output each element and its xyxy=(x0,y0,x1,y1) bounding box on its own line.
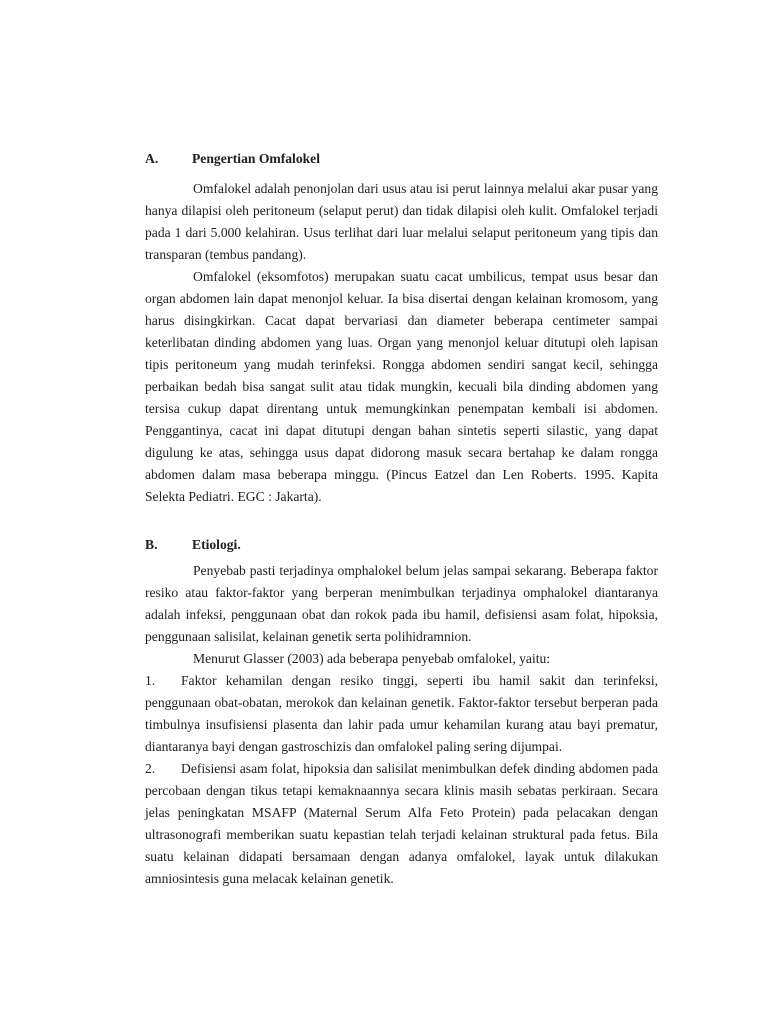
section-a-title: Pengertian Omfalokel xyxy=(192,151,320,166)
list-item-number: 1. xyxy=(145,673,156,688)
list-item-number: 2. xyxy=(145,761,156,776)
list-item-text: Faktor kehamilan dengan resiko tinggi, seperti ibu hamil sakit dan terinfeksi, penggunaan obat-obatan, merokok dan kelainan genetik. Faktor-faktor tersebut berperan pada timbulnya insufisiensi plasenta dan lahir pada umur kehamilan kurang atau bayi prematur, diantaranya bayi dengan gastroschizis dan omfalokel paling sering dijumpai. xyxy=(145,673,658,754)
list-item-text: Defisiensi asam folat, hipoksia dan salisilat menimbulkan defek dinding abdomen pada percobaan dengan tikus tetapi kemaknaannya secara klinis masih sebatas perkiraan. Secara jelas peningkatan MSAFP (Maternal Serum Alfa Feto Protein) pada pelacakan dengan ultrasonografi memberikan suatu kepastian telah terjadi kelainan struktural pada fetus. Bila suatu kelainan didapati bersamaan dengan adanya omfalokel, layak untuk dilakukan amniosintesis guna melacak kelainan genetik. xyxy=(145,761,658,886)
section-b-title: Etiologi. xyxy=(192,537,241,552)
section-a-letter: A. xyxy=(145,151,159,166)
document-page xyxy=(145,148,658,890)
section-b-paragraph-2: Menurut Glasser (2003) ada beberapa penyebab omfalokel, yaitu: xyxy=(193,651,551,666)
section-a-heading xyxy=(145,148,658,170)
list-item xyxy=(145,670,658,758)
list-item xyxy=(145,758,658,890)
section-a-paragraph-2: Omfalokel (eksomfotos) merupakan suatu cacat umbilicus, tempat usus besar dan organ abdomen lain dapat menonjol keluar. Ia bisa disertai dengan kelainan kromosom, yang harus disingkirkan. Cacat dapat bervariasi dan diameter beberapa centimeter sampai keterlibatan dinding abdomen yang luas. Organ yang menonjol keluar ditutupi oleh lapisan tipis peritoneum yang mudah terinfeksi. Rongga abdomen sendiri sangat kecil, sehingga perbaikan bedah bisa sangat sulit atau tidak mungkin, kecuali bila dinding abdomen yang tersisa cukup dapat direntang untuk memungkinkan penempatan kembali isi abdomen. Penggantinya, cacat ini dapat ditutupi dengan bahan sintetis seperti silastic, yang dapat digulung ke atas, sehingga usus dapat didorong masuk secara bertahap ke dalam rongga abdomen dalam masa beberapa minggu. (Pincus Eatzel dan Len Roberts. 1995. Kapita Selekta Pediatri. EGC : Jakarta). xyxy=(145,269,658,504)
section-b-paragraph-1: Penyebab pasti terjadinya omphalokel belum jelas sampai sekarang. Beberapa faktor resiko atau faktor-faktor yang berperan menimbulkan terjadinya omphalokel diantaranya adalah infeksi, penggunaan obat dan rokok pada ibu hamil, defisiensi asam folat, hipoksia, penggunaan salisilat, kelainan genetik serta polihidramnion. xyxy=(145,563,658,644)
section-b-heading xyxy=(145,534,658,556)
section-b-letter: B. xyxy=(145,537,158,552)
section-a-paragraph-1: Omfalokel adalah penonjolan dari usus atau isi perut lainnya melalui akar pusar yang hanya dilapisi oleh peritoneum (selaput perut) dan tidak dilapisi oleh kulit. Omfalokel terjadi pada 1 dari 5.000 kelahiran. Usus terlihat dari luar melalui selaput peritoneum yang tipis dan transparan (tembus pandang). xyxy=(145,181,658,262)
